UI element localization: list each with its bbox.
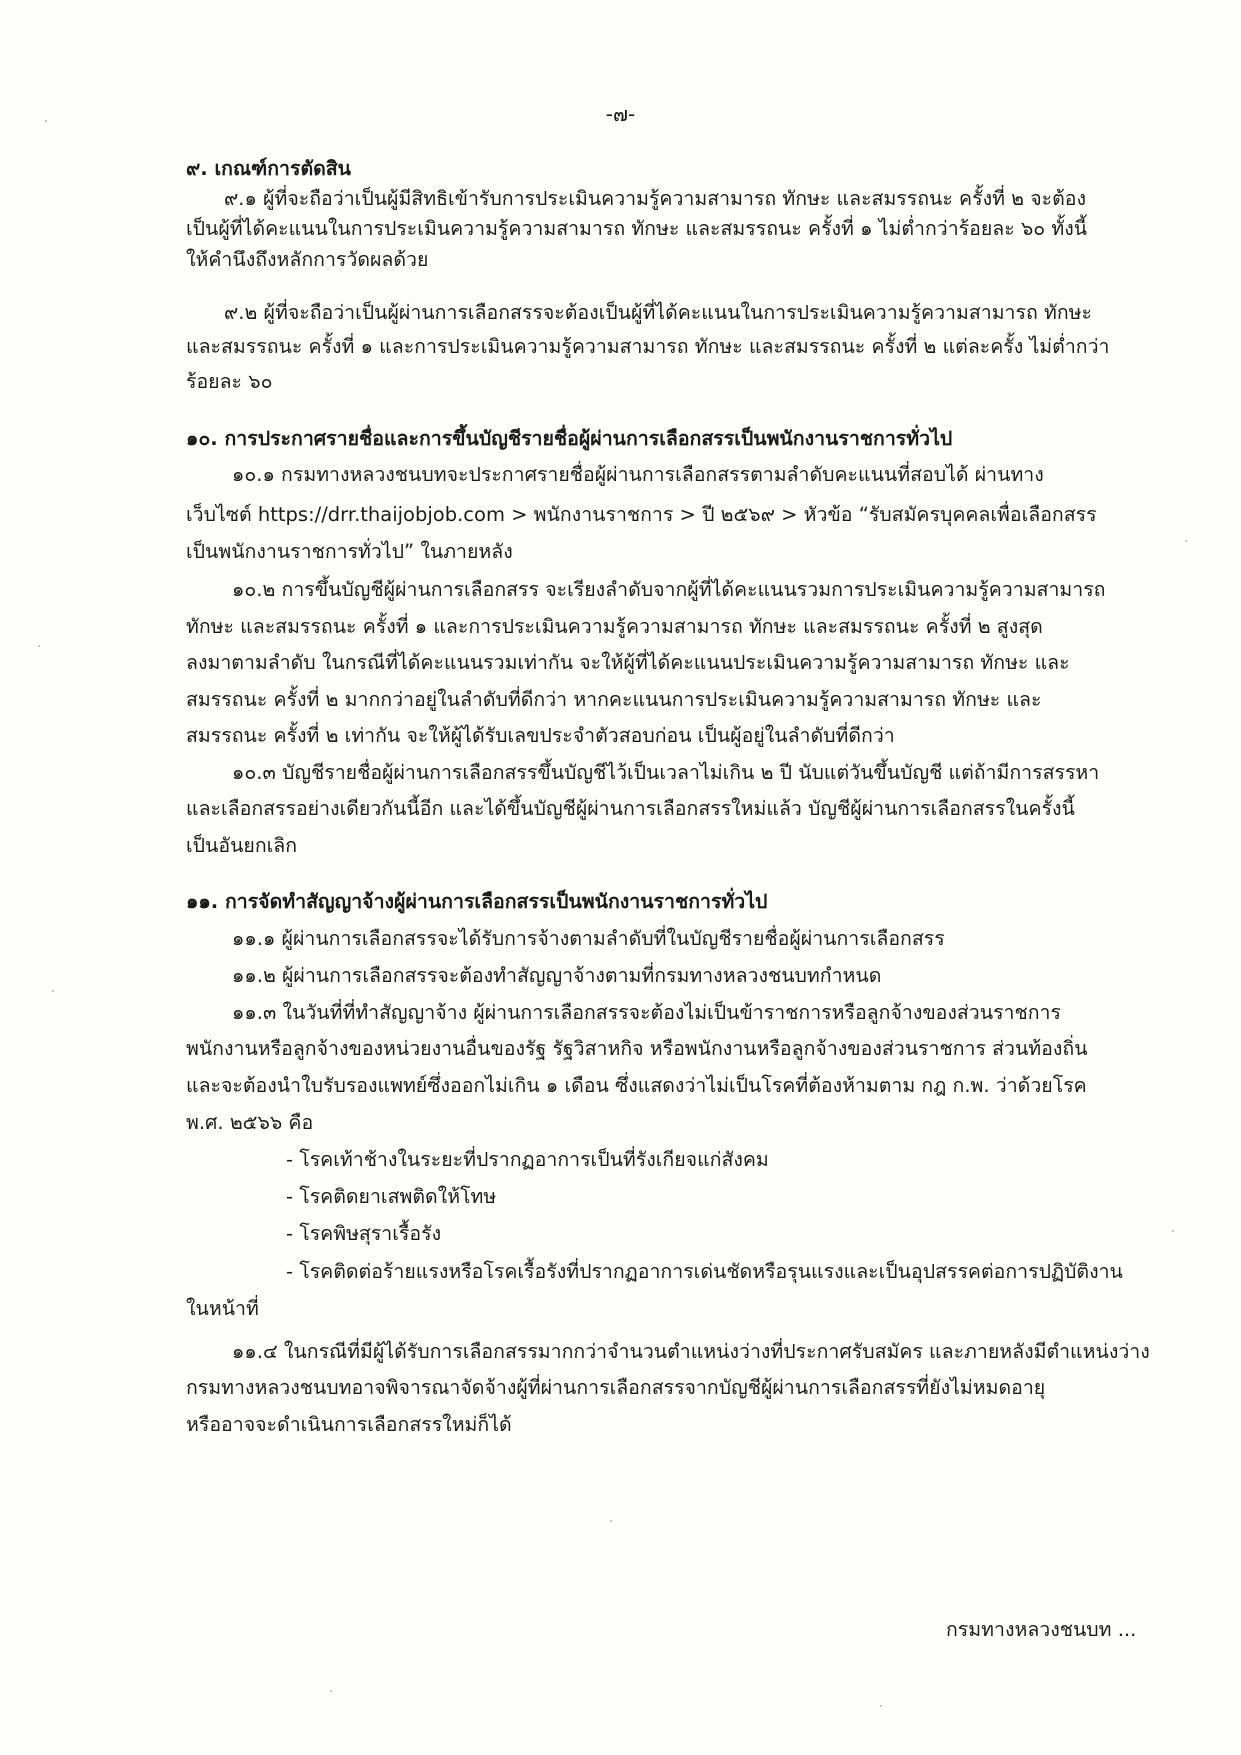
clause-9-2-line-3: ร้อยละ ๖๐ [186, 370, 273, 393]
clause-10-3-line-1: ๑๐.๓ บัญชีรายชื่อผู้ผ่านการเลือกสรรขึ้นบัญชีไว้เป็นเวลาไม่เกิน ๒ ปี นับแต่วันขึ้นบัญชี แต่ถ้ามีการสรรหา [232, 761, 1100, 784]
scan-speck [1185, 540, 1187, 542]
section-11-heading: ๑๑. การจัดทำสัญญาจ้างผู้ผ่านการเลือกสรรเป็นพนักงานราชการทั่วไป [186, 890, 768, 913]
disease-item-1: - โรคเท้าช้างในระยะที่ปรากฏอาการเป็นที่รังเกียจแก่สังคม [286, 1148, 769, 1171]
section-9-heading: ๙. เกณฑ์การตัดสิน [186, 157, 352, 180]
clause-11-4-line-3: หรืออาจจะดำเนินการเลือกสรรใหม่ก็ได้ [186, 1413, 512, 1436]
clause-10-1-line-2: เว็บไซต์ https://drr.thaijobjob.com > พนักงานราชการ > ปี ๒๕๖๙ > หัวข้อ “รับสมัครบุคคลเพื่อเลือกสรร [186, 503, 1097, 526]
scan-speck [52, 990, 54, 992]
clause-9-2-line-1: ๙.๒ ผู้ที่จะถือว่าเป็นผู้ผ่านการเลือกสรรจะต้องเป็นผู้ที่ได้คะแนนในการประเมินความรู้ความสามารถ ทักษะ [224, 301, 1092, 324]
clause-10-2-line-4: สมรรถนะ ครั้งที่ ๒ มากกว่าอยู่ในลำดับที่ดีกว่า หากคะแนนการประเมินความรู้ความสามารถ ทักษะ และ [186, 688, 1042, 711]
section-10-heading: ๑๐. การประกาศรายชื่อและการขึ้นบัญชีรายชื่อผู้ผ่านการเลือกสรรเป็นพนักงานราชการทั่วไป [186, 427, 953, 450]
scan-speck [1172, 1230, 1174, 1232]
clause-10-3-line-2: และเลือกสรรอย่างเดียวกันนี้อีก และได้ขึ้นบัญชีผู้ผ่านการเลือกสรรใหม่แล้ว บัญชีผู้ผ่านการเลือกสรรในครั้งนี้ [186, 797, 1075, 820]
clause-10-2-line-3: ลงมาตามลำดับ ในกรณีที่ได้คะแนนรวมเท่ากัน จะให้ผู้ที่ได้คะแนนประเมินความรู้ความสามารถ ทักษะ และ [186, 651, 1070, 674]
clause-10-2-line-5: สมรรถนะ ครั้งที่ ๒ เท่ากัน จะให้ผู้ได้รับเลขประจำตัวสอบก่อน เป็นผู้อยู่ในลำดับที่ดีกว่า [186, 724, 895, 747]
clause-9-1-line-3: ให้คำนึงถึงหลักการวัดผลด้วย [186, 248, 429, 271]
continuation-footer: กรมทางหลวงชนบท ... [946, 1618, 1137, 1641]
page-number: -๗- [605, 102, 636, 126]
clause-11-3-line-4: พ.ศ. ๒๕๖๖ คือ [186, 1111, 314, 1134]
clause-10-2-line-2: ทักษะ และสมรรถนะ ครั้งที่ ๑ และการประเมินความรู้ความสามารถ ทักษะ และสมรรถนะ ครั้งที่ ๒ สูงสุด [186, 615, 1043, 638]
disease-item-3: - โรคพิษสุราเรื้อรัง [286, 1222, 442, 1245]
clause-11-3-line-2: พนักงานหรือลูกจ้างของหน่วยงานอื่นของรัฐ รัฐวิสาหกิจ หรือพนักงานหรือลูกจ้างของส่วนราชการ ส่วนท้องถิ่น [186, 1037, 1088, 1060]
clause-11-1: ๑๑.๑ ผู้ผ่านการเลือกสรรจะได้รับการจ้างตามลำดับที่ในบัญชีรายชื่อผู้ผ่านการเลือกสรร [232, 927, 945, 950]
disease-item-2: - โรคติดยาเสพติดให้โทษ [286, 1185, 497, 1208]
scan-speck [38, 645, 40, 647]
clause-11-3-line-3: และจะต้องนำใบรับรองแพทย์ซึ่งออกไม่เกิน ๑ เดือน ซึ่งแสดงว่าไม่เป็นโรคที่ต้องห้ามตาม กฎ ก.พ. ว่าด้วยโรค [186, 1074, 1087, 1097]
clause-10-3-line-3: เป็นอันยกเลิก [186, 834, 298, 857]
clause-9-2-line-2: และสมรรถนะ ครั้งที่ ๑ และการประเมินความรู้ความสามารถ ทักษะ และสมรรถนะ ครั้งที่ ๒ แต่ละครั้ง ไม่ต่ำกว่า [186, 335, 1110, 358]
clause-11-3-line-1: ๑๑.๓ ในวันที่ที่ทำสัญญาจ้าง ผู้ผ่านการเลือกสรรจะต้องไม่เป็นข้าราชการหรือลูกจ้างของส่วนราชการ [232, 1001, 1061, 1024]
disease-item-4-line-2: ในหน้าที่ [186, 1297, 259, 1320]
clause-9-1-line-1: ๙.๑ ผู้ที่จะถือว่าเป็นผู้มีสิทธิเข้ารับการประเมินความรู้ความสามารถ ทักษะ และสมรรถนะ ครั้งที่ ๒ จะต้อง [224, 187, 1086, 210]
scan-speck [880, 1705, 882, 1707]
scan-speck [610, 1520, 612, 1522]
clause-10-2-line-1: ๑๐.๒ การขึ้นบัญชีผู้ผ่านการเลือกสรร จะเรียงลำดับจากผู้ที่ได้คะแนนรวมการประเมินความรู้ความสามารถ [232, 578, 1106, 601]
clause-9-1-line-2: เป็นผู้ที่ได้คะแนนในการประเมินความรู้ความสามารถ ทักษะ และสมรรถนะ ครั้งที่ ๑ ไม่ต่ำกว่าร้อยละ ๖๐ ทั้งนี้ [186, 217, 1088, 240]
clause-10-1-line-3: เป็นพนักงานราชการทั่วไป” ในภายหลัง [186, 540, 513, 563]
disease-item-4-line-1: - โรคติดต่อร้ายแรงหรือโรคเรื้อรังที่ปรากฏอาการเด่นชัดหรือรุนแรงและเป็นอุปสรรคต่อการปฏิบัติงาน [286, 1260, 1123, 1283]
clause-11-4-line-2: กรมทางหลวงชนบทอาจพิจารณาจัดจ้างผู้ที่ผ่านการเลือกสรรจากบัญชีผู้ผ่านการเลือกสรรที่ยังไม่หมดอายุ [186, 1376, 1046, 1399]
clause-11-4-line-1: ๑๑.๔ ในกรณีที่มีผู้ได้รับการเลือกสรรมากกว่าจำนวนตำแหน่งว่างที่ประกาศรับสมัคร และภายหลังมีตำแหน่งว่าง [232, 1340, 1150, 1363]
clause-11-2: ๑๑.๒ ผู้ผ่านการเลือกสรรจะต้องทำสัญญาจ้างตามที่กรมทางหลวงชนบทกำหนด [232, 964, 882, 987]
scan-speck [45, 120, 47, 122]
scan-speck [330, 1690, 332, 1692]
clause-10-1-line-1: ๑๐.๑ กรมทางหลวงชนบทจะประกาศรายชื่อผู้ผ่านการเลือกสรรตามลำดับคะแนนที่สอบได้ ผ่านทาง [232, 463, 1044, 486]
